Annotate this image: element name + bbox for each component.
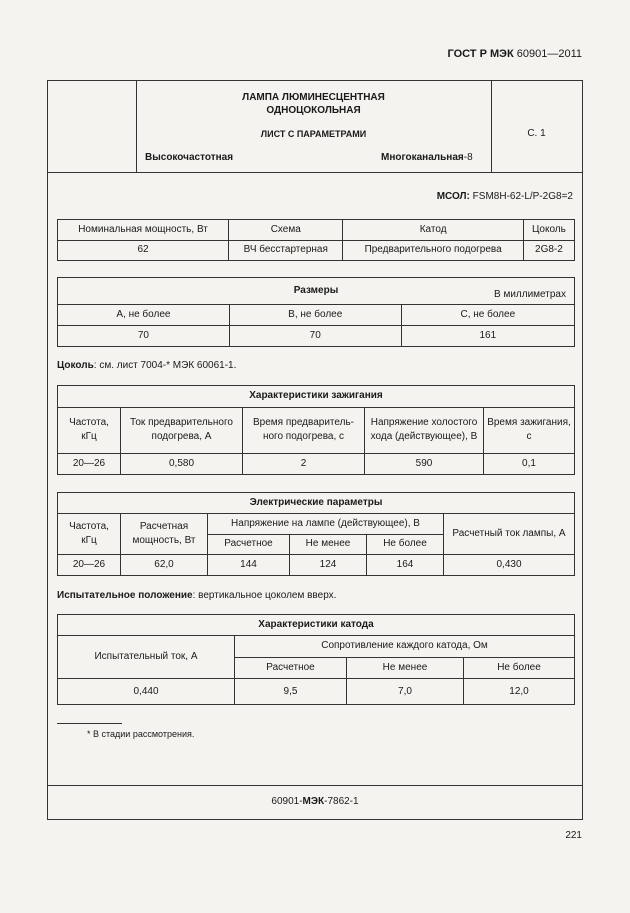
table-cell: 161: [401, 326, 574, 347]
table-header: Катод: [343, 220, 523, 241]
dimensions-unit: В миллиметрах: [494, 289, 566, 300]
table-cell: 2G8-2: [523, 240, 574, 261]
table-header: Не менее: [347, 657, 464, 678]
table-header: Напряжение на лампе (действующее), В: [208, 513, 444, 534]
table-cell: 9,5: [235, 679, 347, 705]
table-header: Схема: [229, 220, 343, 241]
basic-table: [57, 219, 575, 261]
table-cell: 0,580: [121, 453, 243, 475]
table-header: Расчетное: [235, 657, 347, 678]
table-cell: 0,430: [444, 555, 575, 576]
mcol-code: МСОЛ: FSM8H-62-L/P-2G8=2: [436, 191, 573, 202]
table-header: Испытательный ток, А: [58, 636, 235, 679]
table-cell: 0,440: [58, 679, 235, 705]
table-header: Не более: [367, 534, 444, 555]
table-header: Номинальная мощность, Вт: [58, 220, 229, 241]
table-cell: 0,1: [484, 453, 575, 475]
table-header: C, не более: [401, 305, 574, 326]
table-cell: 70: [229, 326, 401, 347]
table-header: Время зажигания, с: [484, 407, 575, 453]
document-header: [447, 48, 582, 60]
title-block: [47, 80, 583, 173]
table-header: Не менее: [290, 534, 367, 555]
sheet-label: ЛИСТ С ПАРАМЕТРАМИ: [260, 129, 367, 139]
standard-prefix: ГОСТ Р МЭК: [447, 48, 514, 60]
table-cell: 20—26: [58, 555, 121, 576]
title-text: [136, 91, 491, 117]
table-header: Расчетное: [208, 534, 290, 555]
dimensions-table: [57, 277, 575, 347]
table-cell: ВЧ бесстартерная: [229, 240, 343, 261]
cathode-table: [57, 614, 575, 705]
table-header: A, не более: [58, 305, 230, 326]
test-position: Испытательное положение: вертикальное цоколем вверх.: [57, 590, 337, 601]
sheet-code: 60901-МЭК-7862-1: [271, 796, 359, 807]
table-header: Напряжение холостого хода (действующее), В: [365, 407, 484, 453]
base-note: Цоколь: см. лист 7004-* МЭК 60061-1.: [57, 360, 237, 371]
table-header: Сопротивление каждого катода, Ом: [235, 636, 575, 657]
table-header: B, не более: [229, 305, 401, 326]
table-header: Частота, кГц: [58, 513, 121, 555]
table-header: Частота, кГц: [58, 407, 121, 453]
electrical-table: [57, 492, 575, 576]
cathode-title: Характеристики катода: [58, 615, 575, 636]
ignition-title: Характеристики зажигания: [58, 386, 575, 408]
table-header: Время предваритель-ного подогрева, с: [243, 407, 365, 453]
ignition-table: [57, 385, 575, 475]
lamp-type-right: Многоканальная-8: [381, 152, 473, 163]
table-cell: 62,0: [121, 555, 208, 576]
table-header: Цоколь: [523, 220, 574, 241]
table-header: Ток предварительного подогрева, А: [121, 407, 243, 453]
footer-rule: [47, 785, 583, 786]
table-cell: 144: [208, 555, 290, 576]
table-header: Не более: [464, 657, 575, 678]
table-header: Расчетная мощность, Вт: [121, 513, 208, 555]
lamp-type-left: Высокочастотная: [145, 152, 234, 163]
table-cell: 62: [58, 240, 229, 261]
table-header: Расчетный ток лампы, А: [444, 513, 575, 555]
electrical-title: Электрические параметры: [58, 493, 575, 514]
page-ref: С. 1: [527, 128, 546, 139]
table-cell: Предварительного подогрева: [343, 240, 523, 261]
footnote-rule: [57, 723, 122, 724]
table-cell: 12,0: [464, 679, 575, 705]
footnote: * В стадии рассмотрения.: [87, 729, 195, 739]
table-cell: 164: [367, 555, 444, 576]
title-line2: ОДНОЦОКОЛЬНАЯ: [266, 105, 361, 116]
table-cell: 20—26: [58, 453, 121, 475]
title-line1: ЛАМПА ЛЮМИНЕСЦЕНТНАЯ: [242, 92, 385, 103]
table-cell: 70: [58, 326, 230, 347]
table-cell: 124: [290, 555, 367, 576]
table-cell: 590: [365, 453, 484, 475]
page-number: 221: [565, 830, 582, 841]
table-cell: 2: [243, 453, 365, 475]
dimensions-title: Размеры: [293, 285, 339, 296]
standard-number: 60901—2011: [516, 48, 582, 60]
table-cell: 7,0: [347, 679, 464, 705]
